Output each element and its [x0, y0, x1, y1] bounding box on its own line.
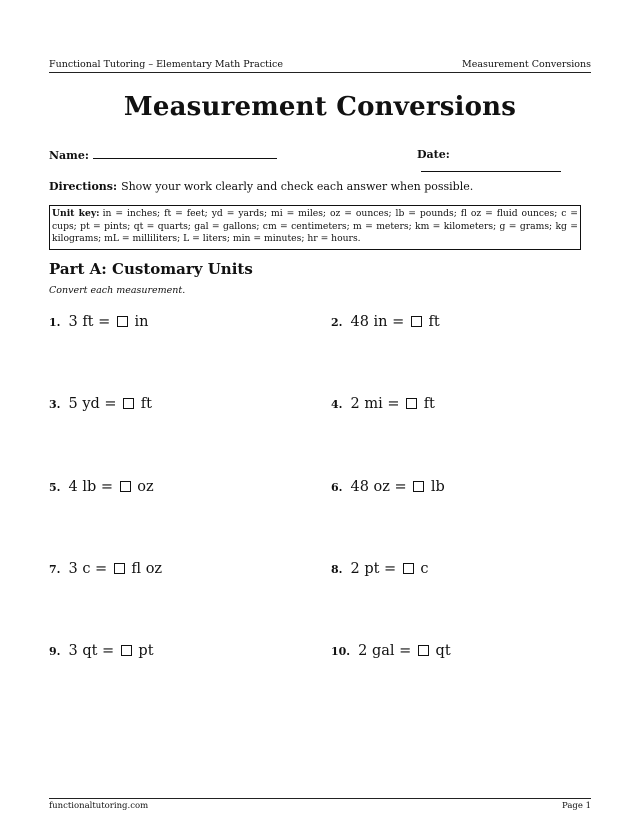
problem-given: 2 gal =	[358, 643, 412, 659]
answer-box[interactable]	[411, 316, 422, 327]
problem-4	[331, 396, 435, 412]
problem-1	[49, 314, 148, 330]
problem-given: 48 oz =	[350, 479, 407, 495]
part-a-heading: Part A: Customary Units	[49, 260, 253, 278]
problem-unit: in	[134, 314, 149, 330]
problem-5	[49, 479, 154, 495]
problem-number: 6.	[331, 481, 343, 494]
problem-unit: c	[420, 561, 429, 577]
problem-8	[331, 561, 429, 577]
problem-2	[331, 314, 440, 330]
answer-box[interactable]	[120, 481, 131, 492]
footer-rule	[49, 798, 591, 799]
problem-6	[331, 479, 445, 495]
problem-3	[49, 396, 152, 412]
problem-given: 3 ft =	[68, 314, 111, 330]
directions-text: Show your work clearly and check each answer when possible.	[121, 180, 474, 193]
date-label: Date:	[417, 148, 450, 161]
problem-10	[331, 643, 451, 659]
problem-number: 3.	[49, 398, 61, 411]
answer-box[interactable]	[114, 563, 125, 574]
problem-unit: qt	[435, 643, 451, 659]
name-label: Name:	[49, 149, 89, 162]
problem-unit: fl oz	[131, 561, 163, 577]
header-right-text: Measurement Conversions	[461, 59, 591, 70]
problem-number: 1.	[49, 316, 61, 329]
problem-given: 2 pt =	[350, 561, 397, 577]
problem-number: 10.	[331, 645, 351, 658]
problem-unit: ft	[140, 396, 152, 412]
problem-number: 9.	[49, 645, 61, 658]
part-a-instruction: Convert each measurement.	[49, 285, 186, 296]
problem-unit: ft	[428, 314, 440, 330]
problem-number: 5.	[49, 481, 61, 494]
problem-given: 5 yd =	[68, 396, 117, 412]
name-field[interactable]	[49, 148, 277, 162]
answer-box[interactable]	[403, 563, 414, 574]
problem-7	[49, 561, 162, 577]
answer-box[interactable]	[117, 316, 128, 327]
unit-key-text: in = inches; ft = feet; yd = yards; mi = miles; oz = ounces; lb = pounds; fl oz = fluid ounces; c = cups; pt = pints; qt = quarts; gal = gallons; cm = centimeters; m = meters; km = kilometers; g = grams; kg = kilograms; mL = milliliters; L = liters; min = minutes; hr = hours.	[52, 208, 578, 244]
answer-box[interactable]	[121, 645, 132, 656]
problem-unit: pt	[138, 643, 154, 659]
answer-box[interactable]	[406, 398, 417, 409]
problem-given: 48 in =	[350, 314, 405, 330]
problem-number: 2.	[331, 316, 343, 329]
problem-unit: ft	[423, 396, 435, 412]
answer-box[interactable]	[123, 398, 134, 409]
footer-page-number: Page 1	[562, 801, 591, 811]
problem-given: 2 mi =	[350, 396, 400, 412]
header-left-text: Functional Tutoring – Elementary Math Practice	[49, 59, 283, 70]
date-field[interactable]	[417, 148, 591, 175]
problem-unit: lb	[430, 479, 445, 495]
problem-number: 8.	[331, 563, 343, 576]
header-rule	[49, 72, 591, 73]
problem-number: 4.	[331, 398, 343, 411]
page-title: Measurement Conversions	[123, 92, 517, 122]
answer-box[interactable]	[418, 645, 429, 656]
problem-given: 4 lb =	[68, 479, 113, 495]
unit-key-box	[49, 205, 581, 250]
date-blank-line[interactable]	[421, 161, 561, 172]
problem-unit: oz	[137, 479, 154, 495]
problem-9	[49, 643, 154, 659]
directions-label: Directions:	[49, 180, 118, 193]
problem-given: 3 qt =	[68, 643, 115, 659]
unit-key-label: Unit key:	[52, 208, 100, 219]
name-blank-line[interactable]	[93, 148, 277, 159]
answer-box[interactable]	[413, 481, 424, 492]
problem-number: 7.	[49, 563, 61, 576]
directions	[49, 180, 591, 193]
problem-given: 3 c =	[68, 561, 108, 577]
footer-site: functionaltutoring.com	[49, 801, 149, 811]
